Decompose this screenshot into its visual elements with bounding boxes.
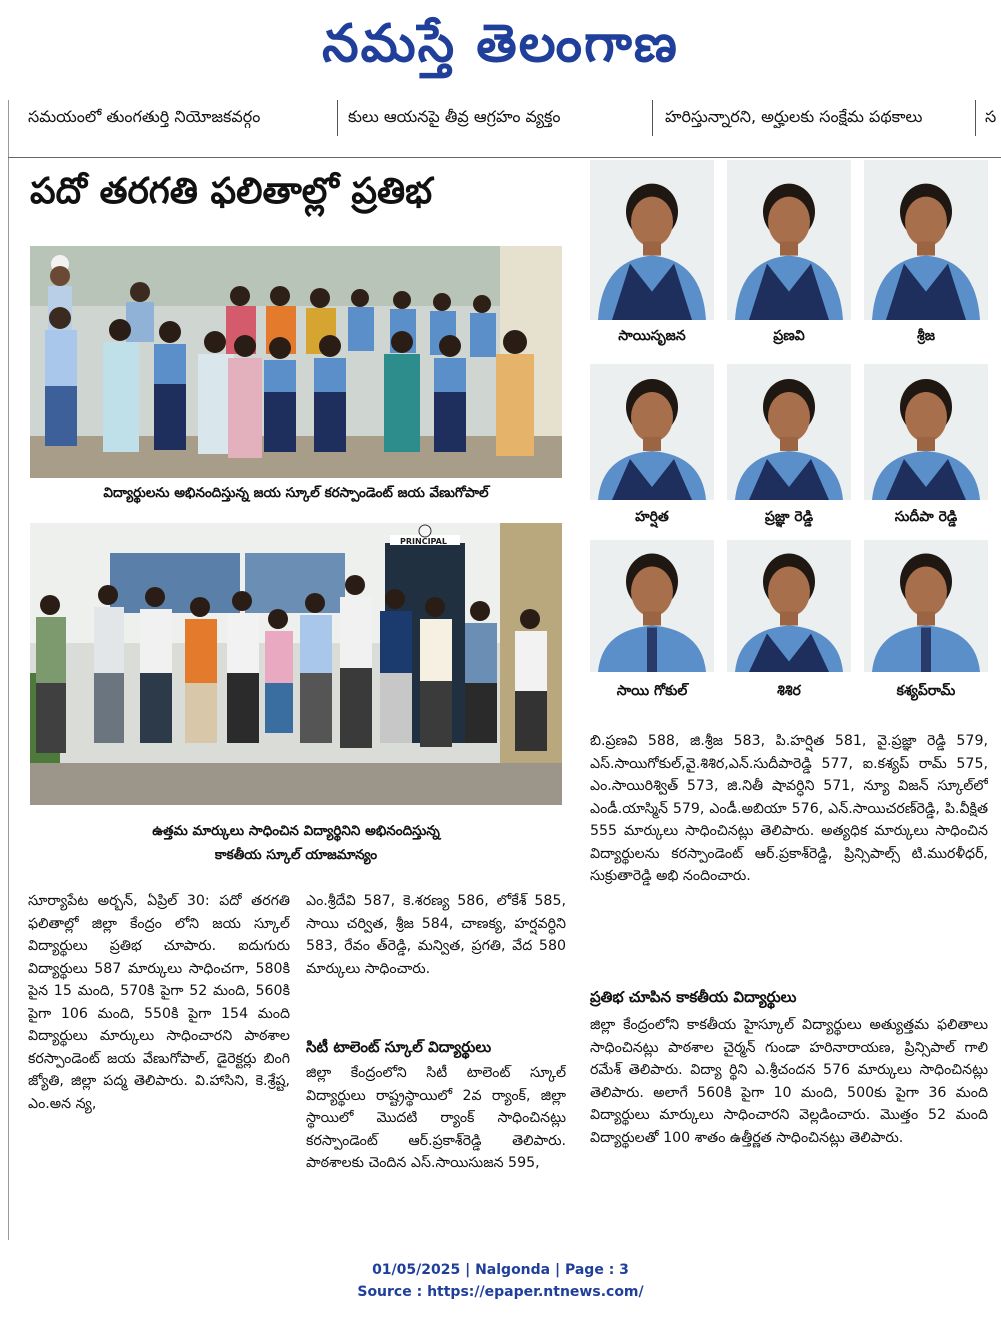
ticker-divider [975, 100, 976, 136]
photo2-caption-line2: కాకతీయ స్కూల్ యాజమాన్యం [214, 847, 378, 863]
group-photo-jaya-school [30, 246, 562, 478]
ticker-item: స [985, 107, 997, 126]
article-column-3b [590, 1014, 988, 1229]
photo1-caption: విద్యార్థులను అభినందిస్తున్న జయ స్కూల్ కరస్పాండెంట్ జయ వేణుగోపాల్ [103, 485, 489, 501]
page-frame-top [8, 157, 1001, 158]
ticker-item: కులు ఆయనపై తీవ్ర ఆగ్రహం వ్యక్తం [348, 107, 561, 126]
student-name: శిశిర [777, 683, 801, 699]
article-column-3a [590, 730, 988, 978]
ticker-divider [652, 100, 653, 136]
student-portrait [864, 160, 988, 320]
student-name: సాయిసృజన [618, 328, 686, 344]
student-name: హర్షిత [635, 509, 669, 525]
student-portrait [864, 364, 988, 500]
student-name: సుదీపా రెడ్డి [894, 509, 958, 525]
column-1-paragraph: సూర్యాపేట అర్బన్, ఏప్రిల్ 30: పదో తరగతి ఫలితాల్లో జిల్లా కేంద్రం లోని జయ స్కూల్ విద్యార్థులు ప్రతిభ చూపారు. ఐదుగురు విద్యార్థులు 587 మార్కులు సాధించగా, 580కి పైన 15 మంది, 570కి పైగా 52 మంది, 560కి పైగా 106 మంది, 550కి పైగా 154 మంది విద్యార్థులు మార్కులు సాధించారని పాఠశాల కరస్పాండెంట్ జయ వేణుగోపాల్, డైరెక్టర్లు బింగి జ్యోతి, జిల్లా పద్మ తెలిపారు. వి.హాసిని, కె.శ్రేష్ట, ఎం.అన న్య, [28, 893, 290, 1112]
article-column-2b [306, 1062, 566, 1232]
ticker-item: హరిస్తున్నారని, అర్హులకు సంక్షేమ పథకాలు [665, 107, 923, 126]
article-headline: పదో తరగతి ఫలితాల్లో ప్రతిభ [30, 171, 433, 212]
column-3-subhead: ప్రతిభ చూపిన కాకతీయ విద్యార్థులు [590, 988, 797, 1006]
student-portrait [727, 540, 851, 672]
group-photo-kakatiya-school [30, 523, 562, 805]
column-3-paragraph-a: బి.ప్రణవి 588, జి.శ్రీజ 583, పి.హర్షిత 581, వై.ప్రజ్ఞా రెడ్డి 579, ఎస్.సాయిగోకుల్,వై.శిశిర,ఎన్.సుదీపారెడ్డి 577, ఐ.కశ్యప్ రామ్ 575, ఎం.సాయిరిశ్విత్ 573, జి.నితీ షావర్ధిని 571, న్యూ విజన్ స్కూల్‌లో ఎండీ.యాస్మిన్ 579, ఎండీ.అబియా 576, ఎన్.సాయిచరణ్‌రెడ్డి, పి.వీక్షిత 555 మార్కులు సాధించినట్లు తెలిపారు. అత్యధిక మార్కులు సాధించిన విద్యార్థులను కరస్పాండెంట్ ఆర్.ప్రకాశ్‌రెడ్డి, ప్రిన్సిపాల్స్ టి.మురళీధర్, సుక్రుతారెడ్డి అభి నందించారు. [590, 733, 988, 884]
student-portrait [590, 364, 714, 500]
column-2-subhead: సిటీ టాలెంట్ స్కూల్ విద్యార్థులు [306, 1038, 492, 1056]
student-name: ప్రణవి [773, 328, 805, 344]
door-label: PRINCIPAL [400, 537, 447, 546]
student-name: కశ్యప్‌రామ్ [896, 683, 956, 699]
student-name: సాయి గోకుల్ [616, 683, 688, 699]
photo2-caption-line1: ఉత్తమ మార్కులు సాధించిన విద్యార్థినిని అభినందిస్తున్న [152, 823, 440, 839]
student-portrait [864, 540, 988, 672]
column-2-paragraph-b: జిల్లా కేంద్రంలోని సిటీ టాలెంట్ స్కూల్ విద్యార్థులు రాష్ట్రస్థాయిలో 2వ ర్యాంక్, జిల్లా స్థాయిలో మొదటి ర్యాంక్ సాధించినట్లు కరస్పాండెంట్ ఆర్.ప్రకాశ్‌రెడ్డి తెలిపారు. పాఠశాలకు చెందిన ఎస్.సాయిసుజన 595, [306, 1065, 566, 1171]
student-portrait [727, 160, 851, 320]
student-portrait [590, 540, 714, 672]
column-2-paragraph-a: ఎం.శ్రీదేవి 587, కె.శరణ్య 586, లోకేశ్ 585, సాయి చర్విత, శ్రీజ 584, చాణక్య, హర్షవర్ధిని 583, రేవం త్‌రెడ్డి, మన్విత, ప్రగతి, వేద 580 మార్కులు సాధించారు. [306, 893, 566, 977]
student-portrait [727, 364, 851, 500]
ticker-strip [0, 98, 1001, 136]
masthead [0, 0, 1001, 95]
article-column-2a [306, 890, 566, 1030]
student-portrait [590, 160, 714, 320]
ticker-divider [337, 100, 338, 136]
student-name: ప్రజ్ఞా రెడ్డి [764, 509, 814, 525]
student-name: శ్రీజ [917, 328, 935, 344]
column-3-paragraph-b: జిల్లా కేంద్రంలోని కాకతీయ హైస్కూల్ విద్యార్థులు అత్యుత్తమ ఫలితాలు సాధించినట్లు పాఠశాల చైర్మన్ గుండా హరినారాయణ, ప్రిన్సిపాల్ గాలి రమేశ్ తెలిపారు. విద్యా ర్థిని ఎ.శ్రీచందన 576 మార్కులు సాధించినట్లు తెలిపారు. అలాగే 560కి పైగా 10 మంది, 500కు పైగా 36 మంది విద్యార్థులు మార్కులు సాధించారని వెల్లడించారు. మొత్తం 52 మంది విద్యార్థులతో 100 శాతం ఉత్తీర్ణత సాధించినట్లు తెలిపారు. [590, 1017, 988, 1146]
footer-source: Source : https://epaper.ntnews.com/ [357, 1284, 644, 1300]
article-column-1 [28, 890, 290, 1230]
footer-dateline: 01/05/2025 | Nalgonda | Page : 3 [372, 1262, 629, 1278]
newspaper-logo: నమస్తే తెలంగాణ [322, 13, 679, 74]
ticker-item: సమయంలో తుంగతుర్తి నియోజకవర్గం [28, 107, 261, 126]
page-frame-left [8, 100, 9, 1240]
